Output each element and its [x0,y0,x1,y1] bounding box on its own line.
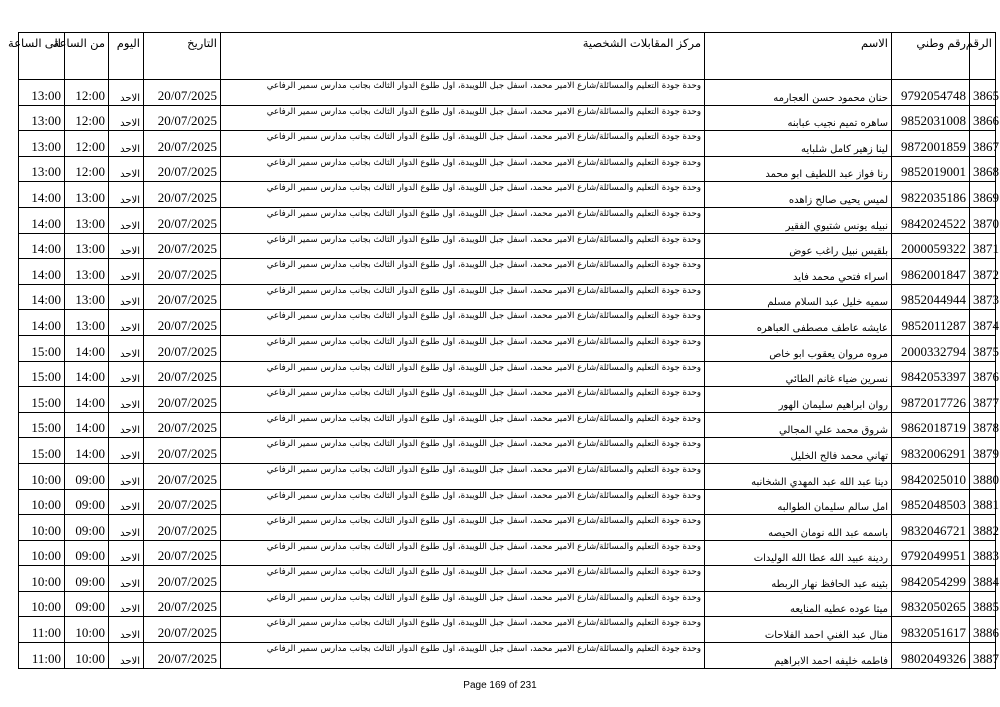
cell-interview-center: وحدة جودة التعليم والمسائلة/شارع الامير محمد، اسفل جبل اللويبدة، اول طلوع الدوار الثالث بجانب مدارس سمير الرفاعي [221,182,705,208]
cell-national-id: 9852048503 [892,489,970,515]
cell-national-id: 9842054299 [892,566,970,592]
cell-national-id: 9852044944 [892,284,970,310]
header-from-time: من الساعة [65,33,109,80]
cell-day: الاحد [109,156,144,182]
cell-date: 20/07/2025 [144,591,221,617]
cell-row-number: 3868 [970,156,996,182]
cell-national-id: 9832046721 [892,515,970,541]
cell-name: تهاني محمد فالح الخليل [705,438,892,464]
cell-name: رنا فواز عبد اللطيف ابو محمد [705,156,892,182]
table-row [19,540,996,566]
cell-from-time: 09:00 [65,515,109,541]
cell-interview-center: وحدة جودة التعليم والمسائلة/شارع الامير محمد، اسفل جبل اللويبدة، اول طلوع الدوار الثالث بجانب مدارس سمير الرفاعي [221,80,705,106]
table-row [19,259,996,285]
cell-name: اسراء فتحي محمد فايد [705,259,892,285]
cell-to-time: 14:00 [19,259,65,285]
cell-date: 20/07/2025 [144,131,221,157]
cell-to-time: 10:00 [19,591,65,617]
cell-interview-center: وحدة جودة التعليم والمسائلة/شارع الامير محمد، اسفل جبل اللويبدة، اول طلوع الدوار الثالث بجانب مدارس سمير الرفاعي [221,617,705,643]
cell-row-number: 3878 [970,412,996,438]
cell-row-number: 3885 [970,591,996,617]
cell-national-id: 9872017726 [892,387,970,413]
cell-from-time: 13:00 [65,259,109,285]
header-row [19,33,996,80]
cell-interview-center: وحدة جودة التعليم والمسائلة/شارع الامير محمد، اسفل جبل اللويبدة، اول طلوع الدوار الثالث بجانب مدارس سمير الرفاعي [221,335,705,361]
cell-day: الاحد [109,617,144,643]
cell-row-number: 3883 [970,540,996,566]
cell-to-time: 14:00 [19,182,65,208]
cell-row-number: 3865 [970,80,996,106]
cell-day: الاحد [109,515,144,541]
cell-row-number: 3879 [970,438,996,464]
table-row [19,156,996,182]
table-row [19,310,996,336]
table-row [19,617,996,643]
cell-from-time: 14:00 [65,361,109,387]
cell-row-number: 3882 [970,515,996,541]
cell-day: الاحد [109,566,144,592]
cell-row-number: 3884 [970,566,996,592]
cell-interview-center: وحدة جودة التعليم والمسائلة/شارع الامير محمد، اسفل جبل اللويبدة، اول طلوع الدوار الثالث بجانب مدارس سمير الرفاعي [221,310,705,336]
cell-from-time: 12:00 [65,80,109,106]
cell-interview-center: وحدة جودة التعليم والمسائلة/شارع الامير محمد، اسفل جبل اللويبدة، اول طلوع الدوار الثالث بجانب مدارس سمير الرفاعي [221,207,705,233]
interview-schedule-sheet [8,32,999,669]
header-day: اليوم [109,33,144,80]
cell-date: 20/07/2025 [144,259,221,285]
header-no: الرقم [970,33,996,80]
cell-date: 20/07/2025 [144,182,221,208]
cell-national-id: 2000332794 [892,335,970,361]
cell-name: شروق محمد علي المجالي [705,412,892,438]
cell-name: فاطمه خليفه احمد الابراهيم [705,643,892,669]
table-row [19,233,996,259]
cell-to-time: 10:00 [19,566,65,592]
cell-interview-center: وحدة جودة التعليم والمسائلة/شارع الامير محمد، اسفل جبل اللويبدة، اول طلوع الدوار الثالث بجانب مدارس سمير الرفاعي [221,643,705,669]
cell-to-time: 15:00 [19,412,65,438]
table-row [19,515,996,541]
cell-date: 20/07/2025 [144,310,221,336]
table-row [19,335,996,361]
cell-name: روان ابراهيم سليمان الهور [705,387,892,413]
cell-day: الاحد [109,105,144,131]
cell-from-time: 14:00 [65,438,109,464]
cell-row-number: 3871 [970,233,996,259]
cell-day: الاحد [109,335,144,361]
cell-date: 20/07/2025 [144,438,221,464]
table-row [19,489,996,515]
cell-name: نبيله يونس شتيوي الفقير [705,207,892,233]
cell-row-number: 3867 [970,131,996,157]
cell-date: 20/07/2025 [144,643,221,669]
cell-from-time: 12:00 [65,131,109,157]
cell-name: باسمه عبد الله نومان الحيصه [705,515,892,541]
cell-name: حنان محمود حسن العجارمه [705,80,892,106]
cell-row-number: 3881 [970,489,996,515]
cell-to-time: 14:00 [19,284,65,310]
cell-from-time: 09:00 [65,463,109,489]
cell-national-id: 9802049326 [892,643,970,669]
header-date: التاريخ [144,33,221,80]
cell-day: الاحد [109,412,144,438]
cell-name: بثينه عبد الحافظ نهار الربطه [705,566,892,592]
cell-from-time: 09:00 [65,540,109,566]
cell-national-id: 9822035186 [892,182,970,208]
cell-date: 20/07/2025 [144,335,221,361]
cell-row-number: 3870 [970,207,996,233]
cell-date: 20/07/2025 [144,105,221,131]
cell-row-number: 3872 [970,259,996,285]
cell-row-number: 3887 [970,643,996,669]
cell-date: 20/07/2025 [144,387,221,413]
cell-national-id: 9852011287 [892,310,970,336]
table-row [19,105,996,131]
table-row [19,284,996,310]
cell-date: 20/07/2025 [144,412,221,438]
cell-date: 20/07/2025 [144,617,221,643]
cell-to-time: 13:00 [19,105,65,131]
cell-name: ردينة عبيد الله عطا الله الوليدات [705,540,892,566]
cell-from-time: 09:00 [65,489,109,515]
cell-row-number: 3876 [970,361,996,387]
cell-to-time: 11:00 [19,617,65,643]
cell-day: الاحد [109,643,144,669]
cell-row-number: 3866 [970,105,996,131]
cell-national-id: 9792054748 [892,80,970,106]
cell-row-number: 3873 [970,284,996,310]
cell-to-time: 10:00 [19,515,65,541]
cell-interview-center: وحدة جودة التعليم والمسائلة/شارع الامير محمد، اسفل جبل اللويبدة، اول طلوع الدوار الثالث بجانب مدارس سمير الرفاعي [221,259,705,285]
cell-day: الاحد [109,80,144,106]
cell-to-time: 10:00 [19,463,65,489]
cell-date: 20/07/2025 [144,463,221,489]
cell-from-time: 13:00 [65,207,109,233]
cell-to-time: 13:00 [19,131,65,157]
cell-date: 20/07/2025 [144,284,221,310]
cell-from-time: 13:00 [65,233,109,259]
cell-day: الاحد [109,131,144,157]
cell-date: 20/07/2025 [144,207,221,233]
cell-national-id: 9862018719 [892,412,970,438]
cell-from-time: 13:00 [65,310,109,336]
table-body [19,80,999,669]
cell-row-number: 3874 [970,310,996,336]
cell-to-time: 10:00 [19,489,65,515]
cell-name: لينا زهير كامل شلبايه [705,131,892,157]
cell-national-id: 9832006291 [892,438,970,464]
cell-interview-center: وحدة جودة التعليم والمسائلة/شارع الامير محمد، اسفل جبل اللويبدة، اول طلوع الدوار الثالث بجانب مدارس سمير الرفاعي [221,438,705,464]
cell-date: 20/07/2025 [144,515,221,541]
cell-national-id: 9862001847 [892,259,970,285]
table-row [19,438,996,464]
cell-name: عايشه عاطف مصطفى العباهره [705,310,892,336]
cell-date: 20/07/2025 [144,489,221,515]
cell-interview-center: وحدة جودة التعليم والمسائلة/شارع الامير محمد، اسفل جبل اللويبدة، اول طلوع الدوار الثالث بجانب مدارس سمير الرفاعي [221,361,705,387]
cell-name: لميس يحيى صالح زاهده [705,182,892,208]
cell-day: الاحد [109,387,144,413]
cell-name: نسرين ضياء غانم الطائي [705,361,892,387]
cell-national-id: 9792049951 [892,540,970,566]
cell-to-time: 14:00 [19,310,65,336]
cell-to-time: 15:00 [19,361,65,387]
cell-to-time: 15:00 [19,438,65,464]
cell-interview-center: وحدة جودة التعليم والمسائلة/شارع الامير محمد، اسفل جبل اللويبدة، اول طلوع الدوار الثالث بجانب مدارس سمير الرفاعي [221,489,705,515]
cell-name: امل سالم سليمان الطوالبه [705,489,892,515]
cell-date: 20/07/2025 [144,566,221,592]
cell-day: الاحد [109,438,144,464]
cell-interview-center: وحدة جودة التعليم والمسائلة/شارع الامير محمد، اسفل جبل اللويبدة، اول طلوع الدوار الثالث بجانب مدارس سمير الرفاعي [221,131,705,157]
cell-from-time: 09:00 [65,591,109,617]
cell-date: 20/07/2025 [144,540,221,566]
table-row [19,463,996,489]
cell-interview-center: وحدة جودة التعليم والمسائلة/شارع الامير محمد، اسفل جبل اللويبدة، اول طلوع الدوار الثالث بجانب مدارس سمير الرفاعي [221,412,705,438]
cell-to-time: 14:00 [19,207,65,233]
page-footer: Page 169 of 231 [463,680,537,691]
cell-from-time: 14:00 [65,412,109,438]
cell-interview-center: وحدة جودة التعليم والمسائلة/شارع الامير محمد، اسفل جبل اللويبدة، اول طلوع الدوار الثالث بجانب مدارس سمير الرفاعي [221,566,705,592]
cell-row-number: 3886 [970,617,996,643]
cell-day: الاحد [109,361,144,387]
cell-interview-center: وحدة جودة التعليم والمسائلة/شارع الامير محمد، اسفل جبل اللويبدة، اول طلوع الدوار الثالث بجانب مدارس سمير الرفاعي [221,463,705,489]
cell-from-time: 09:00 [65,566,109,592]
cell-national-id: 9842024522 [892,207,970,233]
cell-row-number: 3880 [970,463,996,489]
cell-to-time: 13:00 [19,80,65,106]
cell-interview-center: وحدة جودة التعليم والمسائلة/شارع الامير محمد، اسفل جبل اللويبدة، اول طلوع الدوار الثالث بجانب مدارس سمير الرفاعي [221,387,705,413]
cell-interview-center: وحدة جودة التعليم والمسائلة/شارع الامير محمد، اسفل جبل اللويبدة، اول طلوع الدوار الثالث بجانب مدارس سمير الرفاعي [221,105,705,131]
table-row [19,80,996,106]
cell-date: 20/07/2025 [144,361,221,387]
cell-day: الاحد [109,284,144,310]
cell-from-time: 10:00 [65,643,109,669]
cell-national-id: 2000059322 [892,233,970,259]
cell-date: 20/07/2025 [144,233,221,259]
cell-name: دينا عبد الله عبد المهدي الشخانبه [705,463,892,489]
cell-date: 20/07/2025 [144,80,221,106]
cell-day: الاحد [109,489,144,515]
cell-name: ميثا عوده عطيه المنايعه [705,591,892,617]
cell-interview-center: وحدة جودة التعليم والمسائلة/شارع الامير محمد، اسفل جبل اللويبدة، اول طلوع الدوار الثالث بجانب مدارس سمير الرفاعي [221,515,705,541]
header-name: الاسم [705,33,892,80]
cell-interview-center: وحدة جودة التعليم والمسائلة/شارع الامير محمد، اسفل جبل اللويبدة، اول طلوع الدوار الثالث بجانب مدارس سمير الرفاعي [221,284,705,310]
cell-national-id: 9872001859 [892,131,970,157]
cell-national-id: 9852031008 [892,105,970,131]
cell-from-time: 12:00 [65,105,109,131]
cell-to-time: 11:00 [19,643,65,669]
table-row [19,361,996,387]
table-row [19,412,996,438]
cell-from-time: 12:00 [65,156,109,182]
cell-national-id: 9832051617 [892,617,970,643]
cell-name: مروه مروان يعقوب ابو خاص [705,335,892,361]
cell-interview-center: وحدة جودة التعليم والمسائلة/شارع الامير محمد، اسفل جبل اللويبدة، اول طلوع الدوار الثالث بجانب مدارس سمير الرفاعي [221,591,705,617]
cell-to-time: 15:00 [19,387,65,413]
cell-national-id: 9852019001 [892,156,970,182]
table-row [19,131,996,157]
cell-name: بلقيس نبيل راغب عوض [705,233,892,259]
cell-day: الاحد [109,310,144,336]
cell-name: ساهره تميم نجيب عبابنه [705,105,892,131]
cell-from-time: 14:00 [65,335,109,361]
header-interview-center: مركز المقابلات الشخصية [221,33,705,80]
cell-interview-center: وحدة جودة التعليم والمسائلة/شارع الامير محمد، اسفل جبل اللويبدة، اول طلوع الدوار الثالث بجانب مدارس سمير الرفاعي [221,156,705,182]
cell-day: الاحد [109,233,144,259]
cell-day: الاحد [109,207,144,233]
cell-from-time: 14:00 [65,387,109,413]
cell-row-number: 3877 [970,387,996,413]
cell-national-id: 9842053397 [892,361,970,387]
cell-from-time: 10:00 [65,617,109,643]
cell-to-time: 14:00 [19,233,65,259]
table-row [19,387,996,413]
cell-from-time: 13:00 [65,182,109,208]
cell-name: سميه خليل عبد السلام مسلم [705,284,892,310]
table-row [19,182,996,208]
cell-to-time: 10:00 [19,540,65,566]
cell-day: الاحد [109,463,144,489]
table-header [8,33,996,80]
table-row [19,566,996,592]
cell-to-time: 15:00 [19,335,65,361]
cell-from-time: 13:00 [65,284,109,310]
cell-day: الاحد [109,182,144,208]
interview-schedule-table [8,32,999,669]
cell-day: الاحد [109,259,144,285]
table-row [19,591,996,617]
cell-national-id: 9832050265 [892,591,970,617]
header-to-time: الى الساعة [19,33,65,80]
cell-interview-center: وحدة جودة التعليم والمسائلة/شارع الامير محمد، اسفل جبل اللويبدة، اول طلوع الدوار الثالث بجانب مدارس سمير الرفاعي [221,233,705,259]
table-row [19,643,996,669]
table-row [19,207,996,233]
cell-day: الاحد [109,540,144,566]
cell-date: 20/07/2025 [144,156,221,182]
cell-row-number: 3875 [970,335,996,361]
cell-day: الاحد [109,591,144,617]
cell-to-time: 13:00 [19,156,65,182]
cell-name: منال عبد الغني احمد الفلاحات [705,617,892,643]
header-national-id: رقم وطني [892,33,970,80]
cell-national-id: 9842025010 [892,463,970,489]
cell-row-number: 3869 [970,182,996,208]
cell-interview-center: وحدة جودة التعليم والمسائلة/شارع الامير محمد، اسفل جبل اللويبدة، اول طلوع الدوار الثالث بجانب مدارس سمير الرفاعي [221,540,705,566]
